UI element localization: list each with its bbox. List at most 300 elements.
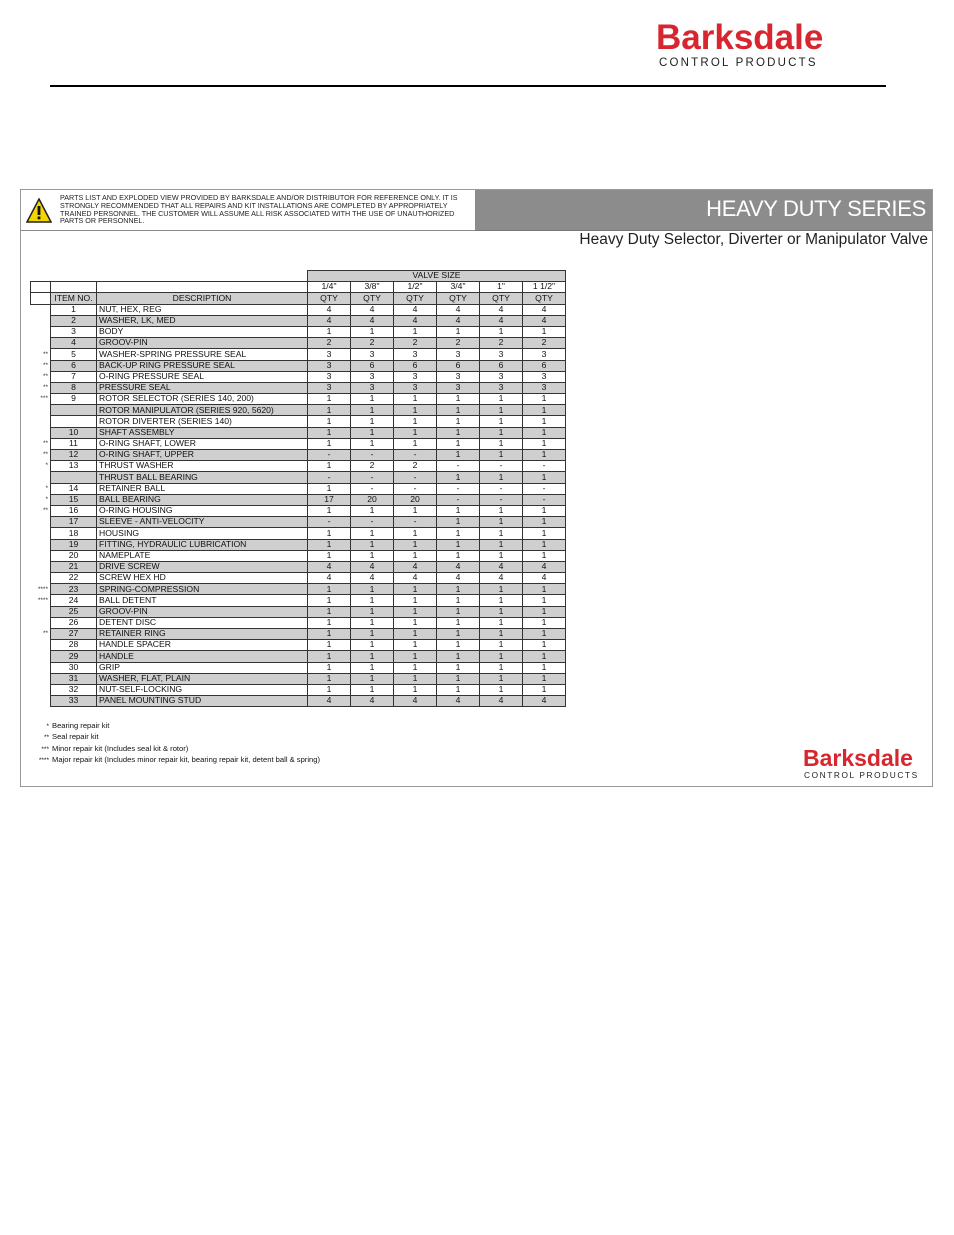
- qty-cell: 2: [480, 338, 523, 349]
- qty-cell: 1: [394, 528, 437, 539]
- part-description: WASHER, LK, MED: [97, 315, 308, 326]
- qty-cell: 3: [308, 371, 351, 382]
- kit-marker: **: [42, 507, 48, 515]
- part-description: RETAINER BALL: [97, 483, 308, 494]
- table-row: [31, 517, 566, 528]
- kit-marker: [31, 662, 51, 673]
- qty-cell: 4: [308, 315, 351, 326]
- valve-size-header: VALVE SIZE: [308, 271, 566, 282]
- item-number: 29: [51, 651, 97, 662]
- table-row: [31, 394, 566, 405]
- item-number: 19: [51, 539, 97, 550]
- blank-cell: [97, 282, 308, 293]
- qty-cell: -: [308, 450, 351, 461]
- qty-cell: 1: [351, 673, 394, 684]
- qty-cell: 1: [480, 528, 523, 539]
- qty-cell: 4: [480, 573, 523, 584]
- qty-cell: 1: [437, 326, 480, 337]
- qty-cell: -: [394, 472, 437, 483]
- part-description: RETAINER RING: [97, 629, 308, 640]
- qty-cell: 1: [308, 595, 351, 606]
- qty-cell: 1: [308, 326, 351, 337]
- item-number: 25: [51, 606, 97, 617]
- table-row: [31, 304, 566, 315]
- parts-table: [30, 270, 566, 707]
- part-description: O-RING HOUSING: [97, 505, 308, 516]
- qty-cell: 1: [523, 595, 566, 606]
- table-row: [31, 640, 566, 651]
- table-row: [31, 461, 566, 472]
- qty-cell: -: [308, 517, 351, 528]
- kit-marker: **: [42, 630, 48, 638]
- note-item: [31, 721, 320, 732]
- qty-cell: 1: [437, 450, 480, 461]
- qty-header: QTY: [437, 293, 480, 304]
- logo-subtitle: CONTROL PRODUCTS: [659, 57, 818, 69]
- table-row: [31, 349, 566, 360]
- part-description: BACK-UP RING PRESSURE SEAL: [97, 360, 308, 371]
- qty-cell: 1: [437, 405, 480, 416]
- qty-cell: 1: [437, 505, 480, 516]
- qty-cell: 1: [308, 651, 351, 662]
- qty-cell: 4: [437, 696, 480, 707]
- kit-marker: [31, 640, 51, 651]
- item-number: 9: [51, 394, 97, 405]
- qty-cell: 1: [437, 640, 480, 651]
- qty-cell: 1: [523, 450, 566, 461]
- qty-cell: 3: [437, 382, 480, 393]
- qty-cell: 1: [523, 505, 566, 516]
- kit-marker: [31, 684, 51, 695]
- qty-cell: 1: [480, 326, 523, 337]
- table-row: [31, 360, 566, 371]
- qty-cell: 4: [394, 315, 437, 326]
- qty-cell: 3: [351, 349, 394, 360]
- item-number: 3: [51, 326, 97, 337]
- note-marker: ***: [41, 745, 49, 753]
- qty-cell: 2: [523, 338, 566, 349]
- qty-cell: 1: [480, 450, 523, 461]
- part-description: PRESSURE SEAL: [97, 382, 308, 393]
- qty-cell: 1: [394, 539, 437, 550]
- header-row-sizes: [31, 282, 566, 293]
- kit-marker: **: [42, 451, 48, 459]
- qty-cell: 1: [523, 673, 566, 684]
- blank-cell: [31, 293, 51, 304]
- kit-marker: [31, 573, 51, 584]
- qty-cell: -: [394, 517, 437, 528]
- qty-cell: 1: [437, 539, 480, 550]
- qty-cell: 1: [480, 629, 523, 640]
- part-description: NUT-SELF-LOCKING: [97, 684, 308, 695]
- qty-cell: 4: [308, 304, 351, 315]
- part-description: NUT, HEX, REG: [97, 304, 308, 315]
- qty-cell: 1: [437, 684, 480, 695]
- qty-cell: 4: [437, 315, 480, 326]
- part-description: BODY: [97, 326, 308, 337]
- kit-marker: [31, 472, 51, 483]
- qty-cell: 4: [437, 561, 480, 572]
- qty-cell: 1: [394, 416, 437, 427]
- item-number: 5: [51, 349, 97, 360]
- table-row: [31, 606, 566, 617]
- part-description: ROTOR DIVERTER (SERIES 140): [97, 416, 308, 427]
- qty-cell: -: [394, 483, 437, 494]
- qty-cell: 1: [308, 427, 351, 438]
- qty-cell: 6: [523, 360, 566, 371]
- qty-cell: 1: [351, 629, 394, 640]
- qty-cell: 1: [523, 472, 566, 483]
- qty-cell: 1: [480, 684, 523, 695]
- qty-cell: 1: [308, 483, 351, 494]
- qty-cell: 1: [437, 517, 480, 528]
- qty-cell: 1: [437, 629, 480, 640]
- table-row: [31, 528, 566, 539]
- qty-cell: 1: [351, 427, 394, 438]
- part-description: SPRING-COMPRESSION: [97, 584, 308, 595]
- qty-cell: 1: [523, 662, 566, 673]
- series-name: HEAVY DUTY SERIES: [706, 196, 926, 221]
- qty-cell: 1: [480, 673, 523, 684]
- table-row: [31, 673, 566, 684]
- qty-cell: 1: [523, 606, 566, 617]
- qty-cell: 1: [523, 416, 566, 427]
- item-number: 18: [51, 528, 97, 539]
- item-number: [51, 405, 97, 416]
- part-description: DRIVE SCREW: [97, 561, 308, 572]
- kit-marker: ****: [37, 585, 48, 593]
- qty-cell: 1: [480, 640, 523, 651]
- kit-marker: ****: [37, 596, 48, 604]
- qty-cell: 1: [308, 405, 351, 416]
- kit-marker: [31, 517, 51, 528]
- qty-cell: 3: [351, 371, 394, 382]
- part-description: SCREW HEX HD: [97, 573, 308, 584]
- qty-cell: 1: [351, 595, 394, 606]
- qty-cell: 6: [437, 360, 480, 371]
- qty-cell: 1: [523, 438, 566, 449]
- qty-cell: 1: [480, 517, 523, 528]
- qty-cell: 1: [351, 606, 394, 617]
- table-row: [31, 450, 566, 461]
- qty-cell: 1: [351, 405, 394, 416]
- parts-sheet: [20, 189, 933, 787]
- logo-subtitle: CONTROL PRODUCTS: [804, 770, 919, 780]
- qty-cell: 4: [351, 561, 394, 572]
- qty-cell: 1: [308, 673, 351, 684]
- warning-box: [21, 190, 476, 231]
- kit-marker: **: [42, 350, 48, 358]
- qty-cell: 2: [308, 338, 351, 349]
- qty-cell: 1: [523, 405, 566, 416]
- qty-cell: 1: [351, 684, 394, 695]
- qty-cell: -: [523, 461, 566, 472]
- qty-cell: 1: [351, 617, 394, 628]
- qty-cell: 1: [308, 416, 351, 427]
- part-description: HANDLE: [97, 651, 308, 662]
- qty-cell: 2: [351, 338, 394, 349]
- qty-cell: 1: [437, 651, 480, 662]
- part-description: ROTOR MANIPULATOR (SERIES 920, 5620): [97, 405, 308, 416]
- part-description: ROTOR SELECTOR (SERIES 140, 200): [97, 394, 308, 405]
- part-description: THRUST BALL BEARING: [97, 472, 308, 483]
- kit-marker: **: [42, 361, 48, 369]
- table-row: [31, 584, 566, 595]
- qty-cell: -: [523, 483, 566, 494]
- item-number: 4: [51, 338, 97, 349]
- blank-cell: [51, 282, 97, 293]
- qty-cell: 1: [308, 629, 351, 640]
- kit-marker: [31, 617, 51, 628]
- qty-cell: 2: [394, 338, 437, 349]
- qty-cell: 2: [437, 338, 480, 349]
- qty-cell: 1: [523, 684, 566, 695]
- kit-marker: [31, 651, 51, 662]
- table-row: [31, 405, 566, 416]
- qty-cell: 6: [394, 360, 437, 371]
- part-description: HOUSING: [97, 528, 308, 539]
- kit-marker: *: [45, 462, 48, 470]
- blank-cell: [31, 271, 51, 282]
- qty-cell: 1: [437, 584, 480, 595]
- part-description: BALL DETENT: [97, 595, 308, 606]
- table-row: [31, 338, 566, 349]
- qty-cell: 4: [437, 304, 480, 315]
- qty-cell: 1: [394, 629, 437, 640]
- qty-cell: 1: [437, 394, 480, 405]
- kit-marker: [31, 550, 51, 561]
- qty-cell: 1: [308, 584, 351, 595]
- qty-cell: 1: [394, 606, 437, 617]
- qty-cell: 4: [523, 304, 566, 315]
- kit-marker: [31, 673, 51, 684]
- part-description: O-RING SHAFT, LOWER: [97, 438, 308, 449]
- qty-cell: 4: [480, 696, 523, 707]
- qty-cell: 4: [394, 304, 437, 315]
- note-marker: ****: [38, 756, 49, 764]
- item-number: 2: [51, 315, 97, 326]
- table-row: [31, 617, 566, 628]
- size-header: 1/2": [394, 282, 437, 293]
- table-row: [31, 505, 566, 516]
- qty-cell: 1: [394, 438, 437, 449]
- size-header: 3/4": [437, 282, 480, 293]
- qty-cell: 1: [394, 673, 437, 684]
- qty-cell: 1: [480, 427, 523, 438]
- part-description: THRUST WASHER: [97, 461, 308, 472]
- qty-cell: 1: [351, 640, 394, 651]
- qty-cell: 1: [394, 584, 437, 595]
- item-number: 10: [51, 427, 97, 438]
- item-number: [51, 416, 97, 427]
- qty-cell: 20: [351, 494, 394, 505]
- qty-cell: 1: [308, 539, 351, 550]
- table-row: [31, 371, 566, 382]
- kit-marker: [31, 416, 51, 427]
- qty-cell: 4: [351, 304, 394, 315]
- qty-cell: 1: [308, 528, 351, 539]
- note-text: Minor repair kit (Includes seal kit & rotor): [52, 743, 189, 753]
- warning-text: PARTS LIST AND EXPLODED VIEW PROVIDED BY BARKSDALE AND/OR DISTRIBUTOR FOR REFERENCE ONLY. IT IS STRONGLY RECOMMENDED THAT ALL REPAIRS AND KIT INSTALLATIONS ARE COMPLETED BY APPROPRIATELY TRAINED PERSONNEL. THE CUSTOMER WILL ASSUME ALL RISK ASSOCIATED WITH THE USE OF UNAUTHORIZED PARTS OR PERSONNEL.: [60, 193, 458, 226]
- qty-cell: 1: [437, 427, 480, 438]
- qty-cell: 1: [480, 394, 523, 405]
- qty-cell: 1: [480, 438, 523, 449]
- table-row: [31, 629, 566, 640]
- qty-cell: 1: [523, 427, 566, 438]
- qty-cell: 3: [437, 349, 480, 360]
- qty-cell: 3: [394, 371, 437, 382]
- qty-cell: 1: [437, 606, 480, 617]
- qty-cell: 1: [394, 550, 437, 561]
- qty-cell: 4: [480, 561, 523, 572]
- qty-cell: 4: [394, 561, 437, 572]
- kit-notes: [31, 721, 320, 766]
- item-number: 15: [51, 494, 97, 505]
- qty-cell: 1: [437, 416, 480, 427]
- qty-cell: 3: [437, 371, 480, 382]
- item-number: 33: [51, 696, 97, 707]
- qty-cell: -: [437, 494, 480, 505]
- table-row: [31, 561, 566, 572]
- item-number: 32: [51, 684, 97, 695]
- qty-cell: 1: [394, 640, 437, 651]
- qty-cell: 3: [308, 360, 351, 371]
- header-divider: [50, 85, 886, 87]
- qty-cell: 1: [308, 640, 351, 651]
- item-number: 23: [51, 584, 97, 595]
- qty-cell: 1: [308, 550, 351, 561]
- qty-cell: 1: [308, 505, 351, 516]
- item-number: 12: [51, 450, 97, 461]
- kit-marker: [31, 528, 51, 539]
- qty-cell: 3: [480, 382, 523, 393]
- qty-cell: 4: [523, 696, 566, 707]
- qty-cell: 20: [394, 494, 437, 505]
- qty-cell: 1: [437, 617, 480, 628]
- qty-cell: 4: [308, 573, 351, 584]
- part-description: BALL BEARING: [97, 494, 308, 505]
- table-row: [31, 326, 566, 337]
- qty-cell: 1: [523, 550, 566, 561]
- table-row: [31, 595, 566, 606]
- table-row: [31, 573, 566, 584]
- note-item: [31, 744, 320, 755]
- item-no-header: ITEM NO.: [51, 293, 97, 304]
- item-number: 26: [51, 617, 97, 628]
- kit-marker: [31, 539, 51, 550]
- qty-cell: 3: [480, 349, 523, 360]
- kit-marker: *: [45, 484, 48, 492]
- part-description: GROOV-PIN: [97, 338, 308, 349]
- kit-marker: **: [42, 440, 48, 448]
- note-marker: **: [43, 734, 49, 742]
- qty-cell: 4: [308, 696, 351, 707]
- qty-cell: 3: [480, 371, 523, 382]
- qty-cell: 4: [394, 696, 437, 707]
- qty-cell: 4: [523, 315, 566, 326]
- qty-cell: 1: [308, 394, 351, 405]
- qty-cell: 1: [480, 651, 523, 662]
- qty-cell: 1: [523, 629, 566, 640]
- kit-marker: [31, 304, 51, 315]
- qty-cell: 1: [394, 405, 437, 416]
- qty-cell: 3: [351, 382, 394, 393]
- blank-cell: [97, 271, 308, 282]
- qty-cell: -: [523, 494, 566, 505]
- qty-cell: 3: [308, 349, 351, 360]
- table-row: [31, 472, 566, 483]
- qty-cell: 1: [351, 550, 394, 561]
- qty-cell: 2: [351, 461, 394, 472]
- qty-cell: 1: [351, 394, 394, 405]
- qty-cell: 3: [394, 382, 437, 393]
- qty-cell: 1: [308, 606, 351, 617]
- size-header: 1 1/2": [523, 282, 566, 293]
- header-row-valve-size: [31, 271, 566, 282]
- qty-cell: 1: [523, 617, 566, 628]
- qty-cell: 1: [437, 472, 480, 483]
- item-number: [51, 472, 97, 483]
- item-number: 21: [51, 561, 97, 572]
- item-number: 28: [51, 640, 97, 651]
- qty-cell: 1: [480, 505, 523, 516]
- qty-cell: 2: [394, 461, 437, 472]
- item-number: 17: [51, 517, 97, 528]
- qty-cell: 1: [308, 461, 351, 472]
- qty-cell: 1: [480, 550, 523, 561]
- size-header: 1/4": [308, 282, 351, 293]
- barksdale-logo-bottom: [803, 746, 923, 780]
- qty-cell: 1: [480, 617, 523, 628]
- qty-cell: 1: [394, 651, 437, 662]
- qty-cell: 1: [480, 416, 523, 427]
- qty-cell: -: [351, 483, 394, 494]
- table-row: [31, 315, 566, 326]
- blank-cell: [51, 271, 97, 282]
- item-number: 27: [51, 629, 97, 640]
- table-row: [31, 494, 566, 505]
- table-row: [31, 550, 566, 561]
- qty-cell: 1: [480, 584, 523, 595]
- qty-cell: 1: [480, 472, 523, 483]
- header-row-columns: [31, 293, 566, 304]
- qty-cell: 1: [523, 394, 566, 405]
- qty-cell: 1: [437, 673, 480, 684]
- item-number: 22: [51, 573, 97, 584]
- kit-marker: [31, 427, 51, 438]
- qty-cell: 1: [437, 528, 480, 539]
- qty-cell: 3: [523, 382, 566, 393]
- qty-cell: 1: [480, 662, 523, 673]
- part-description: SHAFT ASSEMBLY: [97, 427, 308, 438]
- qty-cell: -: [351, 517, 394, 528]
- item-number: 8: [51, 382, 97, 393]
- table-row: [31, 438, 566, 449]
- table-row: [31, 483, 566, 494]
- size-header: 1": [480, 282, 523, 293]
- qty-cell: 1: [394, 662, 437, 673]
- qty-cell: 1: [351, 438, 394, 449]
- size-header: 3/8": [351, 282, 394, 293]
- part-description: O-RING SHAFT, UPPER: [97, 450, 308, 461]
- qty-cell: 1: [351, 662, 394, 673]
- part-description: O-RING PRESSURE SEAL: [97, 371, 308, 382]
- kit-marker: [31, 405, 51, 416]
- qty-cell: 1: [351, 326, 394, 337]
- qty-cell: 1: [523, 528, 566, 539]
- qty-cell: -: [437, 461, 480, 472]
- qty-cell: -: [351, 472, 394, 483]
